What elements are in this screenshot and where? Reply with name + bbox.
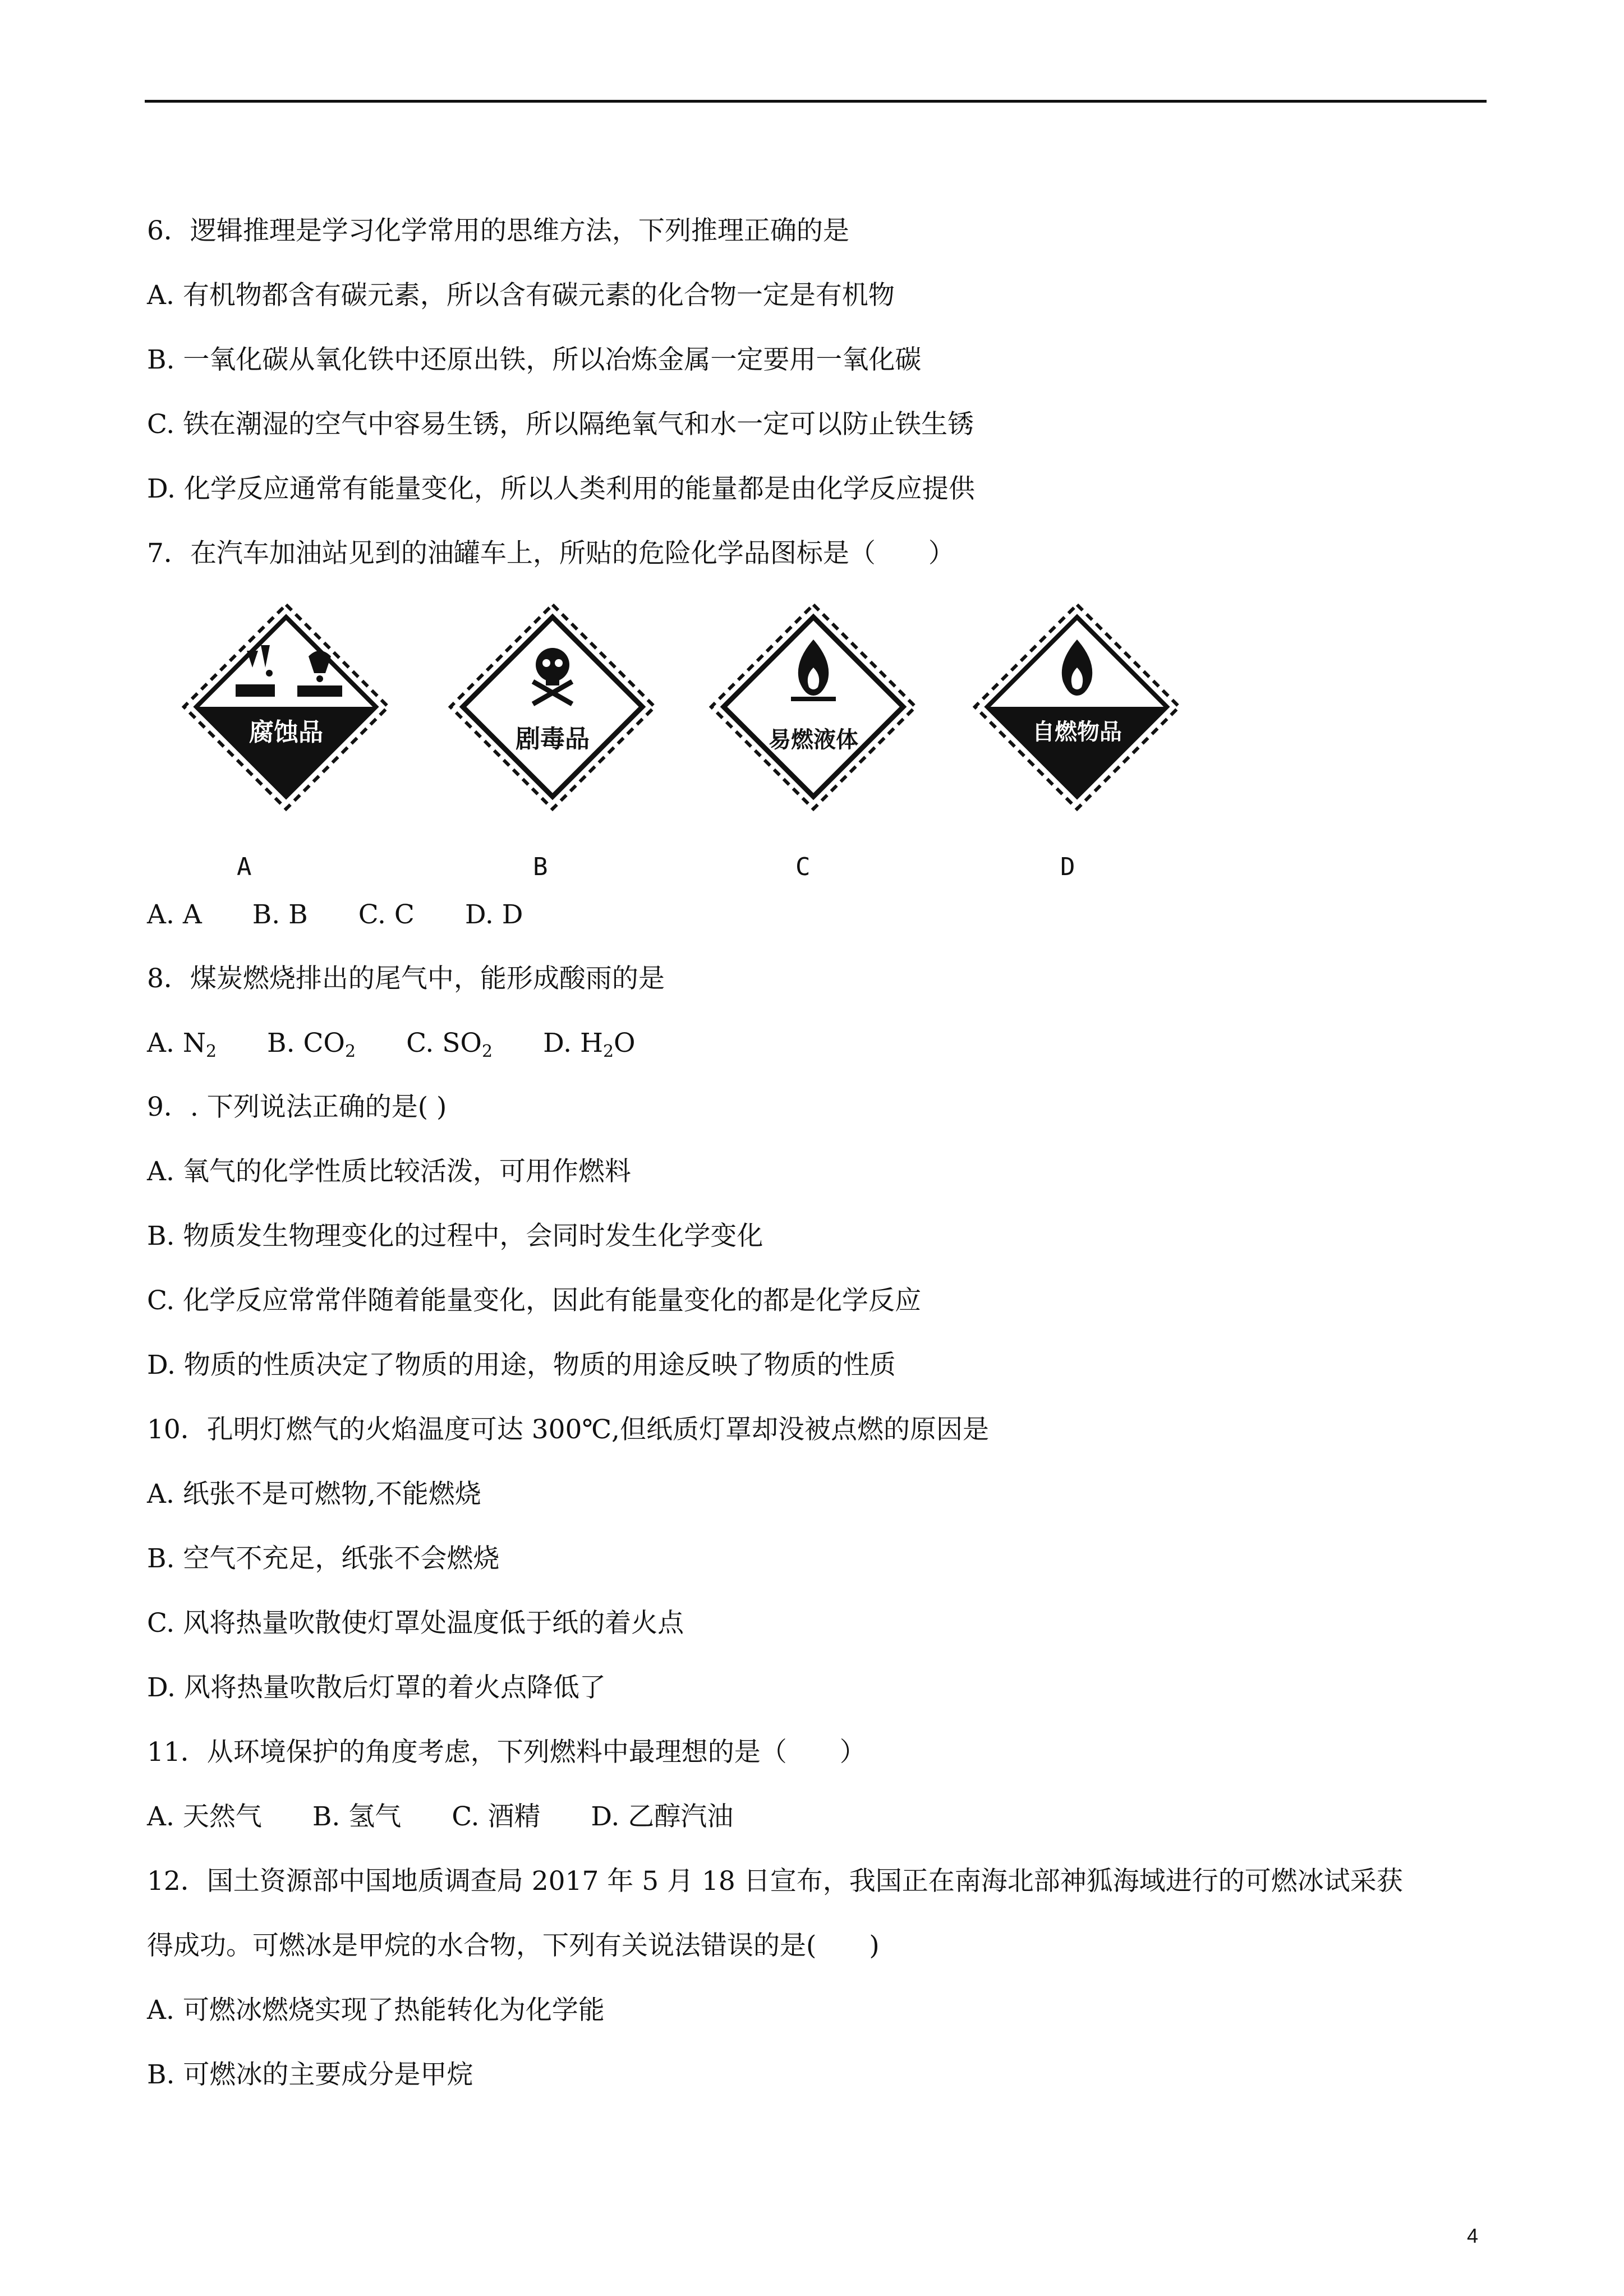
sign-label-flammable-liquid: 易燃液体	[769, 727, 858, 753]
sign-label-toxic: 剧毒品	[516, 725, 590, 753]
q7-option-b: B. B	[252, 899, 308, 930]
q11-option-d: D. 乙醇汽油	[591, 1801, 734, 1832]
sign-label-spontaneously-combustible: 自燃物品	[1032, 719, 1122, 745]
q7-option-d: D. D	[464, 899, 523, 930]
hazard-sign-corrosive	[157, 600, 415, 825]
q9-option-a: A. 氧气的化学性质比较活泼，可用作燃料	[147, 1156, 631, 1187]
q11-option-c: C. 酒精	[452, 1801, 541, 1832]
q10-option-c: C. 风将热量吹散使灯罩处温度低于纸的着火点	[147, 1608, 684, 1639]
q9-option-b: B. 物质发生物理变化的过程中，会同时发生化学变化	[147, 1221, 763, 1251]
q9-stem: 9．. 下列说法正确的是( )	[147, 1092, 447, 1122]
q8-option-c: C. $SO_2$	[406, 1028, 493, 1061]
q8-stem: 8．煤炭燃烧排出的尾气中，能形成酸雨的是	[147, 963, 665, 994]
q6-option-c: C. 铁在潮湿的空气中容易生锈，所以隔绝氧气和水一定可以防止铁生锈	[147, 409, 974, 440]
q6-option-b: B. 一氧化碳从氧化铁中还原出铁，所以冶炼金属一定要用一氧化碳	[147, 344, 922, 375]
page-number: 4	[1467, 2224, 1479, 2247]
q7-stem: 7．在汽车加油站见到的油罐车上，所贴的危险化学品图标是（ ）	[147, 538, 955, 569]
q11-option-a: A. 天然气	[147, 1801, 262, 1832]
q11-option-b: B. 氢气	[312, 1801, 402, 1832]
q7-options	[147, 898, 573, 932]
sign-caption-c: C	[795, 853, 811, 881]
q12-option-b: B. 可燃冰的主要成分是甲烷	[147, 2059, 473, 2090]
q10-option-d: D. 风将热量吹散后灯罩的着火点降低了	[147, 1672, 606, 1703]
hazard-sign-spontaneously-combustible	[948, 600, 1206, 825]
q10-option-a: A. 纸张不是可燃物,不能燃烧	[147, 1479, 481, 1510]
q8-option-d: D. $H_2O$	[543, 1028, 636, 1061]
q12-option-a: A. 可燃冰燃烧实现了热能转化为化学能	[147, 1995, 605, 2026]
q11-options	[147, 1800, 784, 1834]
sign-caption-a: A	[237, 853, 252, 881]
sign-caption-d: D	[1060, 853, 1075, 881]
q7-option-c: C. C	[358, 899, 415, 930]
sign-label-corrosive: 腐蚀品	[249, 718, 323, 747]
q11-stem: 11．从环境保护的角度考虑，下列燃料中最理想的是（ ）	[147, 1737, 866, 1768]
header-rule	[145, 100, 1487, 103]
q8-option-a: A. $N_2$	[147, 1028, 217, 1061]
q8-options	[147, 1027, 686, 1060]
q6-option-d: D. 化学反应通常有能量变化，所以人类利用的能量都是由化学反应提供	[147, 473, 975, 504]
q8-option-b: B. $CO_2$	[267, 1028, 356, 1061]
q9-option-d: D. 物质的性质决定了物质的用途，物质的用途反映了物质的性质	[147, 1350, 896, 1381]
q6-option-a: A. 有机物都含有碳元素，所以含有碳元素的化合物一定是有机物	[147, 280, 895, 311]
hazard-sign-flammable-liquid	[684, 600, 942, 825]
q10-stem: 10．孔明灯燃气的火焰温度可达 300℃,但纸质灯罩却没被点燃的原因是	[147, 1414, 989, 1445]
q9-option-c: C. 化学反应常常伴随着能量变化，因此有能量变化的都是化学反应	[147, 1285, 922, 1316]
q10-option-b: B. 空气不充足，纸张不会燃烧	[147, 1543, 500, 1574]
hazard-sign-toxic	[424, 600, 682, 825]
sign-caption-b: B	[533, 853, 548, 881]
q12-stem-line2: 得成功。可燃冰是甲烷的水合物，下列有关说法错误的是( )	[147, 1930, 880, 1961]
q6-stem: 6．逻辑推理是学习化学常用的思维方法，下列推理正确的是	[147, 215, 849, 246]
q7-option-a: A. A	[147, 899, 202, 930]
hazard-signs-figure	[140, 583, 1262, 881]
q12-stem-line1: 12．国土资源部中国地质调查局 2017 年 5 月 18 日宣布，我国正在南海北部神狐海域进行的可燃冰试采获	[147, 1866, 1403, 1897]
